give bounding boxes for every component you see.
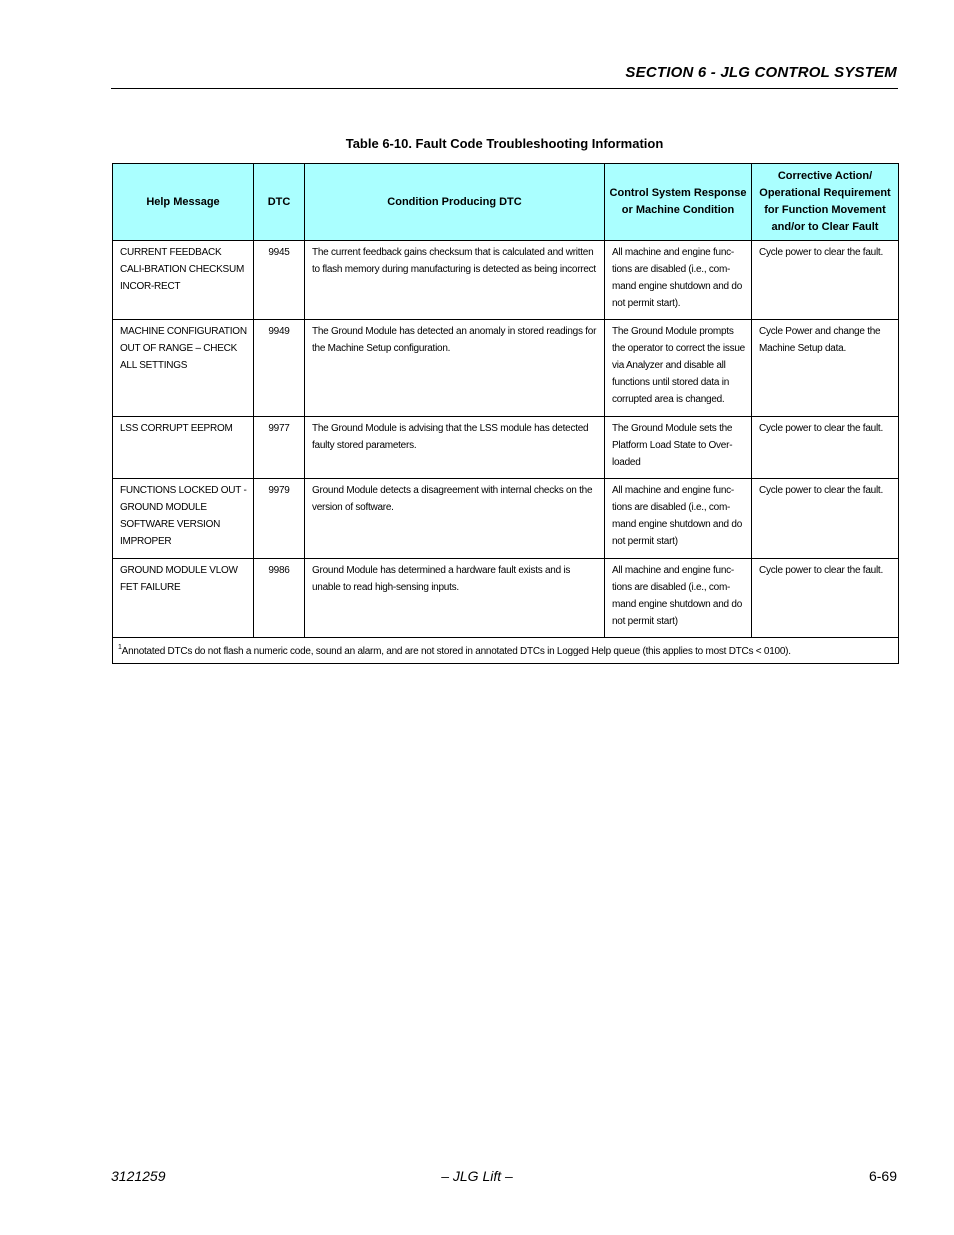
footnote-marker: 1 bbox=[118, 644, 122, 651]
response-cell: All machine and engine func-tions are disabled (i.e., com-mand engine shutdown and do not permit start) bbox=[605, 479, 752, 559]
dtc-cell: 9986 bbox=[254, 559, 305, 638]
condition-cell: Ground Module detects a disagreement with internal checks on the version of software. bbox=[305, 479, 605, 559]
table-caption: Table 6-10. Fault Code Troubleshooting Information bbox=[345, 136, 664, 151]
footnote-text: Annotated DTCs do not flash a numeric code, sound an alarm, and are not stored in annotated DTCs in Logged Help queue (this applies to most DTCs < 0100). bbox=[121, 646, 791, 657]
header-rule bbox=[111, 88, 898, 89]
action-cell: Cycle Power and change the Machine Setup data. bbox=[752, 320, 899, 417]
dtc-cell: 9949 bbox=[254, 320, 305, 417]
footer-brand: – JLG Lift – bbox=[441, 1168, 513, 1184]
help-message-cell: LSS CORRUPT EEPROM bbox=[113, 417, 254, 479]
fault-code-table bbox=[112, 163, 899, 664]
table-row bbox=[113, 417, 899, 479]
action-cell: Cycle power to clear the fault. bbox=[752, 479, 899, 559]
table-header-row bbox=[113, 164, 899, 241]
column-header-response: Control System Response or Machine Condition bbox=[605, 164, 752, 241]
table-row bbox=[113, 241, 899, 320]
response-cell: The Ground Module sets the Platform Load State to Over-loaded bbox=[605, 417, 752, 479]
section-title: SECTION 6 - JLG CONTROL SYSTEM bbox=[625, 64, 897, 81]
action-cell: Cycle power to clear the fault. bbox=[752, 241, 899, 320]
table-row bbox=[113, 559, 899, 638]
column-header-condition: Condition Producing DTC bbox=[305, 164, 605, 241]
help-message-cell: GROUND MODULE VLOW FET FAILURE bbox=[113, 559, 254, 638]
help-message-cell: CURRENT FEEDBACK CALI-BRATION CHECKSUM INCOR-RECT bbox=[113, 241, 254, 320]
table-row bbox=[113, 479, 899, 559]
dtc-cell: 9977 bbox=[254, 417, 305, 479]
column-header-corrective-action: Corrective Action/ Operational Requirement for Function Movement and/or to Clear Fault bbox=[752, 164, 899, 241]
condition-cell: Ground Module has determined a hardware fault exists and is unable to read high-sensing inputs. bbox=[305, 559, 605, 638]
table-footnote-row bbox=[113, 638, 899, 664]
condition-cell: The current feedback gains checksum that is calculated and written to flash memory during manufacturing is detected as being incorrect bbox=[305, 241, 605, 320]
response-cell: All machine and engine func-tions are disabled (i.e., com-mand engine shutdown and do not permit start) bbox=[605, 559, 752, 638]
table-row bbox=[113, 320, 899, 417]
help-message-cell: MACHINE CONFIGURATION OUT OF RANGE – CHECK ALL SETTINGS bbox=[113, 320, 254, 417]
action-cell: Cycle power to clear the fault. bbox=[752, 559, 899, 638]
dtc-cell: 9979 bbox=[254, 479, 305, 559]
doc-number: 3121259 bbox=[111, 1168, 166, 1184]
page-number: 6-69 bbox=[868, 1168, 897, 1184]
response-cell: The Ground Module prompts the operator to correct the issue via Analyzer and disable all functions until stored data in corrupted area is changed. bbox=[605, 320, 752, 417]
column-header-dtc: DTC bbox=[254, 164, 305, 241]
response-cell: All machine and engine func-tions are disabled (i.e., com-mand engine shutdown and do not permit start). bbox=[605, 241, 752, 320]
condition-cell: The Ground Module is advising that the LSS module has detected faulty stored parameters. bbox=[305, 417, 605, 479]
action-cell: Cycle power to clear the fault. bbox=[752, 417, 899, 479]
column-header-help-message: Help Message bbox=[113, 164, 254, 241]
condition-cell: The Ground Module has detected an anomaly in stored readings for the Machine Setup configuration. bbox=[305, 320, 605, 417]
table-footnote bbox=[113, 638, 899, 664]
dtc-cell: 9945 bbox=[254, 241, 305, 320]
help-message-cell: FUNCTIONS LOCKED OUT - GROUND MODULE SOFTWARE VERSION IMPROPER bbox=[113, 479, 254, 559]
